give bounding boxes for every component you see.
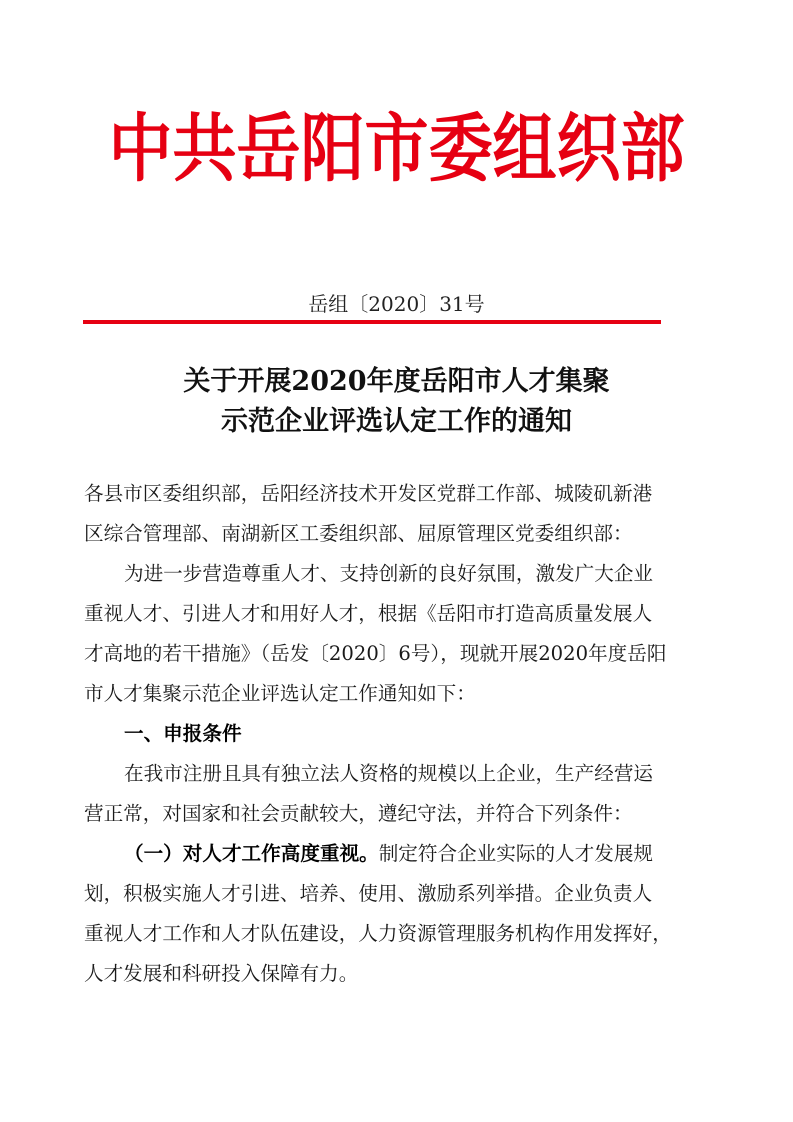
section-1-heading: 一、申报条件 <box>124 722 242 745</box>
document-number: 岳组〔2020〕31号 <box>308 292 485 316</box>
title-line-2: 示范企业评选认定工作的通知 <box>221 406 572 437</box>
section-1-line-1: 在我市注册且具有独立法人资格的规模以上企业，生产经营运 <box>124 762 654 785</box>
item-1-line-1 <box>124 834 653 874</box>
item-1-line-3: 重视人才工作和人才队伍建设，人力资源管理服务机构作用发挥好， <box>84 922 672 945</box>
item-1-line-2: 划，积极实施人才引进、培养、使用、激励系列举措。企业负责人 <box>84 882 653 905</box>
intro-line-4: 市人才集聚示范企业评选认定工作通知如下： <box>84 682 476 705</box>
red-header-org-name: 中共岳阳市委组织部 <box>108 106 685 193</box>
section-1-line-2: 营正常，对国家和社会贡献较大，遵纪守法，并符合下列条件： <box>84 802 633 825</box>
intro-line-1: 为进一步营造尊重人才、支持创新的良好氛围，激发广大企业 <box>124 562 654 585</box>
title-line-1: 关于开展2020年度岳阳市人才集聚 <box>183 366 610 397</box>
red-divider-line <box>83 320 661 324</box>
document-title <box>0 362 793 442</box>
recipients-line-2: 区综合管理部、南湖新区工委组织部、屈原管理区党委组织部： <box>84 522 633 545</box>
item-1-heading: （一）对人才工作高度重视。 <box>124 842 379 865</box>
intro-line-2: 重视人才、引进人才和用好人才，根据《岳阳市打造高质量发展人 <box>84 602 653 625</box>
recipients-line-1: 各县市区委组织部，岳阳经济技术开发区党群工作部、城陵矶新港 <box>84 482 653 505</box>
intro-line-3: 才高地的若干措施》（岳发〔2020〕6号），现就开展2020年度岳阳 <box>84 642 667 665</box>
item-1-line-4: 人才发展和科研投入保障有力。 <box>84 962 359 985</box>
item-1-line-1-rest: 制定符合企业实际的人才发展规 <box>378 842 654 865</box>
